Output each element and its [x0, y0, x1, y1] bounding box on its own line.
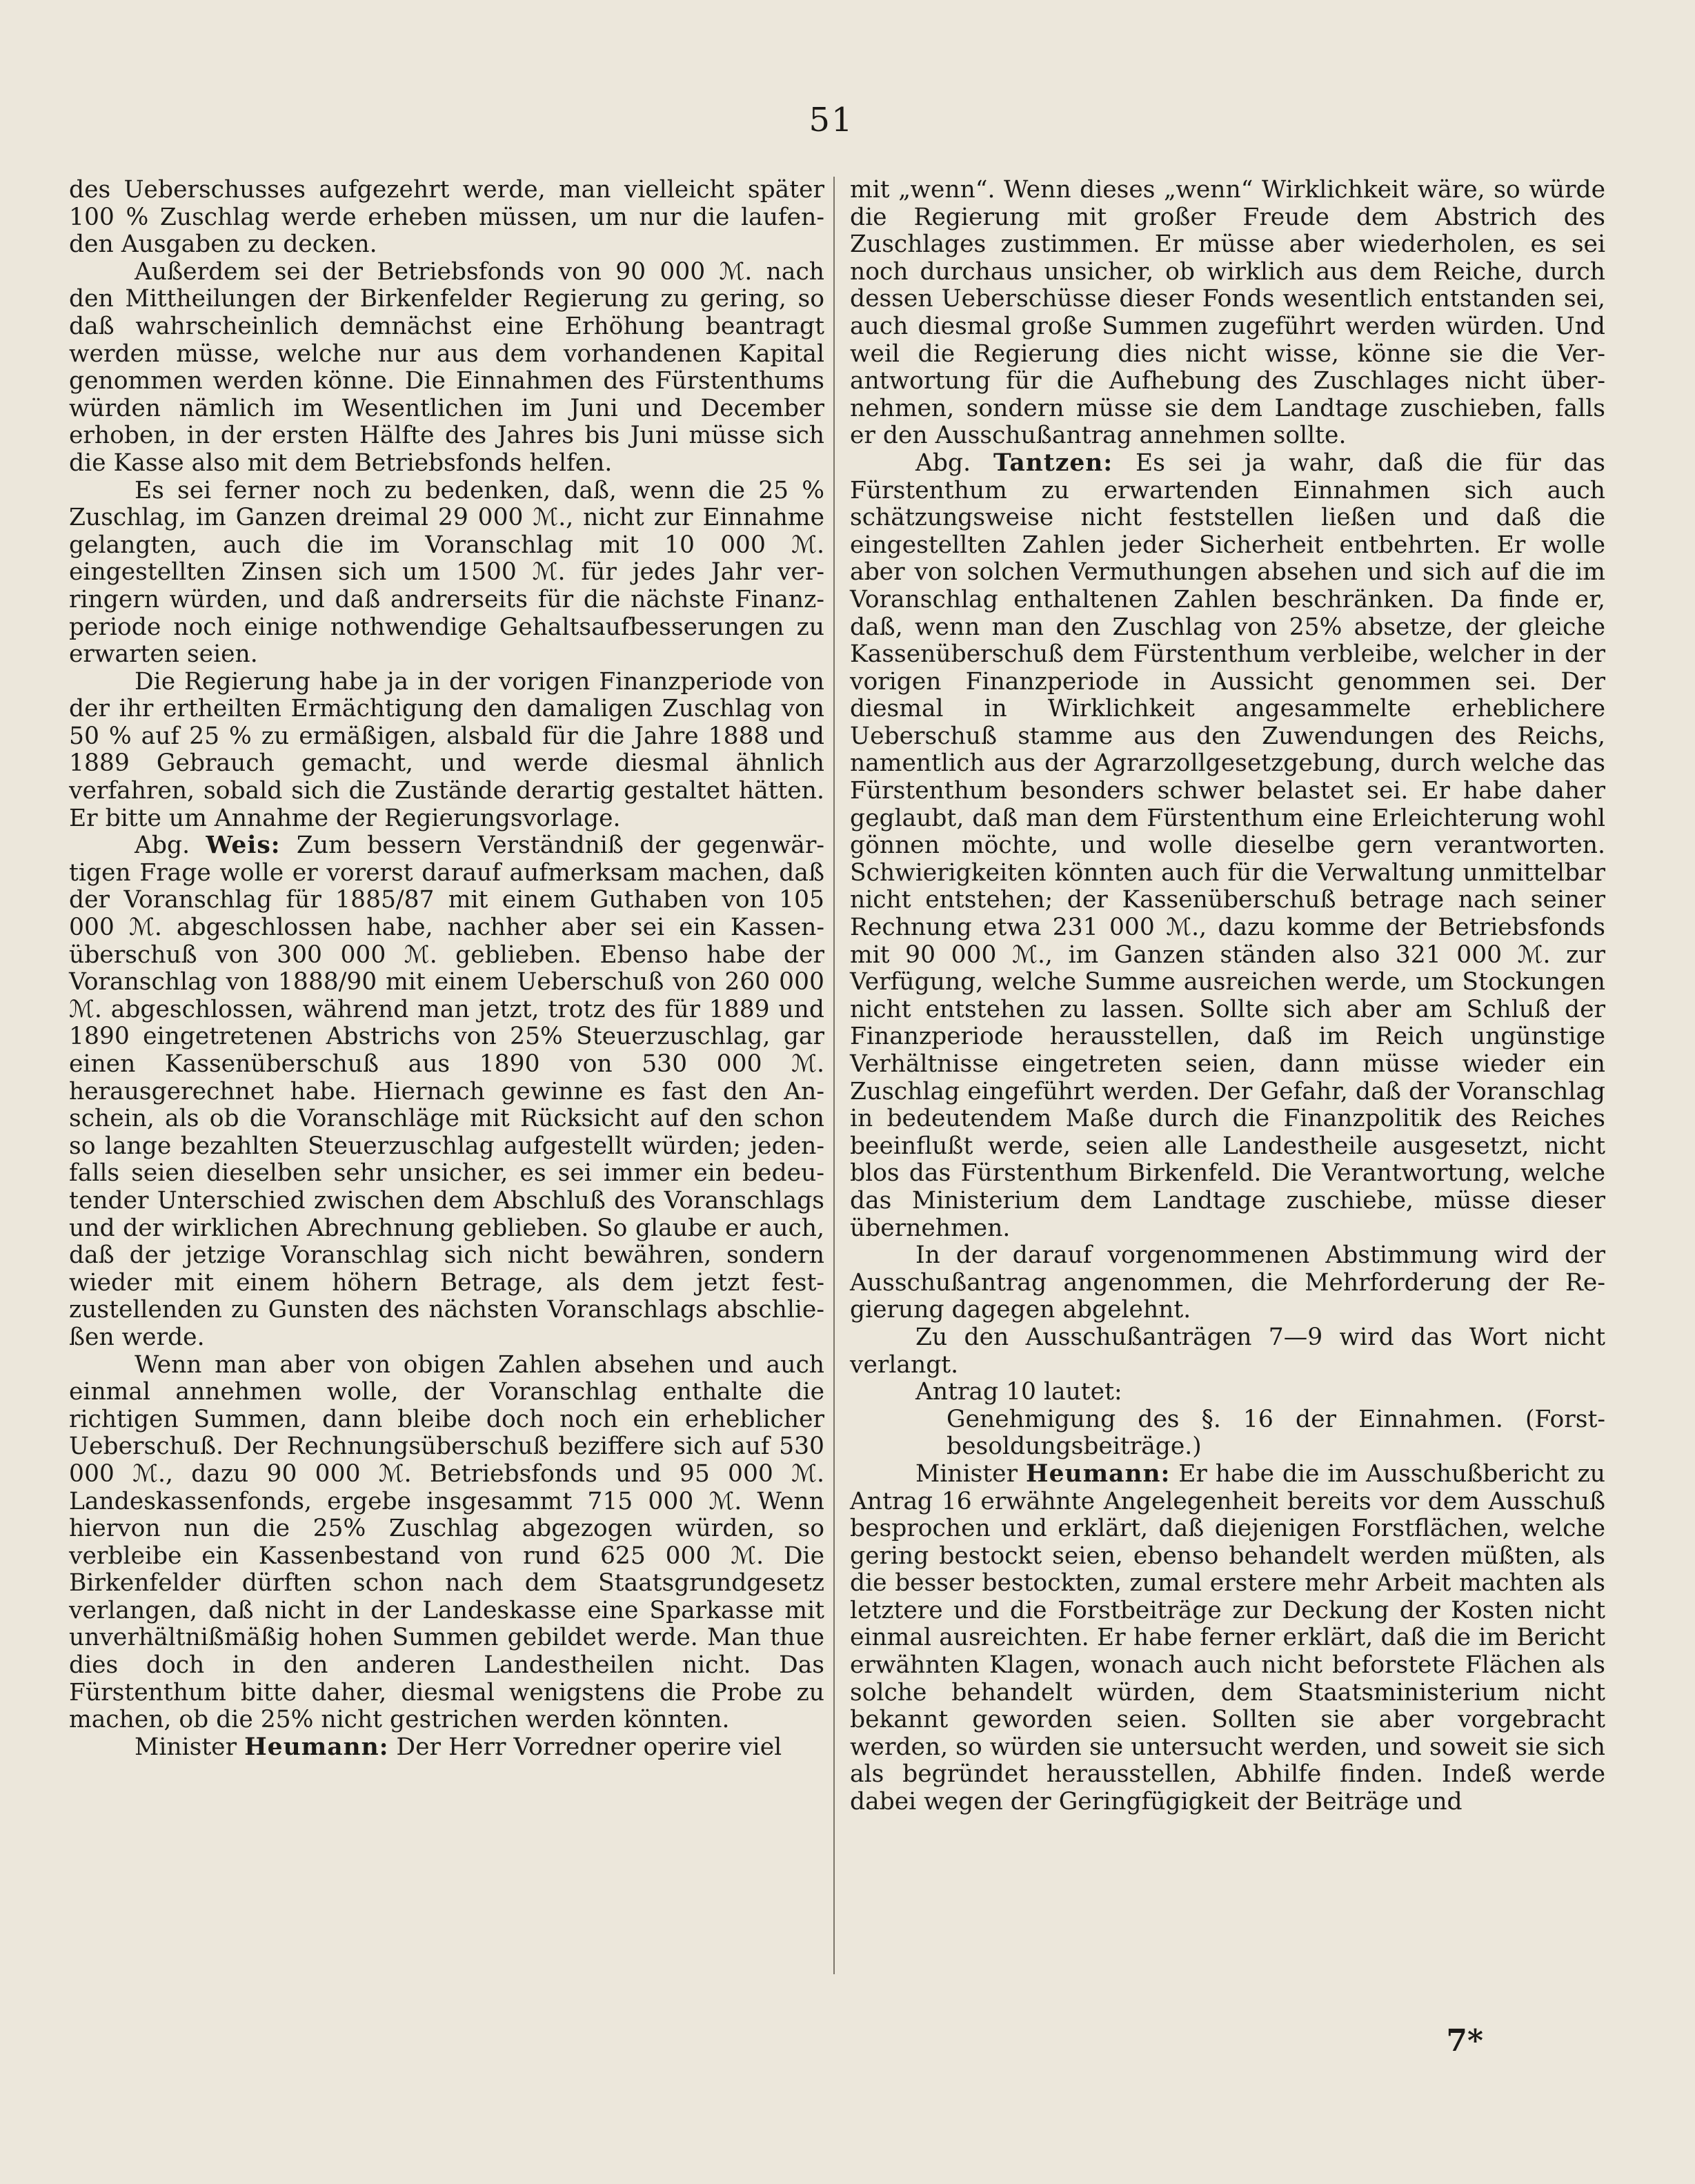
- paragraph: mit „wenn“. Wenn dieses „wenn“ Wirklichkeit wäre, so würde die Regierung mit großer Freude dem Abstrich des Zuschlages zustimmen. Er müsse aber wiederholen, es sei noch durchaus unsicher, ob wirklich aus dem Reiche, durch dessen Ueberschüsse dieser Fonds wesentlich entstanden sei, auch diesmal große Summen zugeführt werden würden. Und weil die Regierung dies nicht wisse, könne sie die Verantwortung für die Aufhebung des Zuschlages nicht übernehmen, sondern müsse sie dem Landtage zuschieben, falls er den Ausschußantrag annehmen sollte.: [850, 176, 1605, 450]
- left-column: [69, 177, 824, 1761]
- speech-text: Er habe die im Ausschußbericht zu Antrag 16 erwähnte Angelegenheit bereits vor dem Ausschuß besprochen und erklärt, daß diejenigen Forstflächen, welche gering bestockt seien, ebenso behandelt werden müßten, als die besser bestockten, zumal erstere mehr Arbeit machten als letztere und die Forstbeiträge zur Deckung der Kosten nicht einmal ausreichten. Er habe ferner erklärt, daß die im Bericht erwähnten Klagen, wonach auch nicht beforstete Flächen als solche behandelt würden, dem Staatsministerium nicht bekannt geworden seien. Sollten sie aber vorgebracht werden, so würden sie untersucht werden, und soweit sie sich als begründet herausstellen, Abhilfe finden. Indeß werde dabei wegen der Geringfügigkeit der Beiträge und: [850, 1459, 1605, 1816]
- paragraph: Die Regierung habe ja in der vorigen Finanzperiode von der ihr ertheilten Ermächtigung den damaligen Zuschlag von 50 % auf 25 % zu ermäßigen, alsbald für die Jahre 1888 und 1889 Gebrauch gemacht, und werde diesmal ähnlich verfahren, sobald sich die Zustände derartig gestaltet hätten. Er bitte um Annahme der Regierungsvorlage.: [69, 667, 824, 832]
- speaker-title: Abg.: [135, 832, 206, 860]
- speaker-title: Minister: [915, 1459, 1026, 1488]
- sheet-signature: 7*: [1446, 2023, 1483, 2058]
- speech-text: Zum bessern Verständniß der gegenwärtigen Frage wolle er vorerst darauf aufmerksam machen, daß der Voranschlag für 1885/87 mit einem Guthaben von 105 000 ℳ. abgeschlossen habe, nachher aber sei ein Kassenüberschuß von 300 000 ℳ. geblieben. Ebenso habe der Voranschlag von 1888/90 mit einem Ueberschuß von 260 000 ℳ. abgeschlossen, während man jetzt, trotz des für 1889 und 1890 eingetretenen Abstrichs von 25% Steuerzuschlag, gar einen Kassenüberschuß aus 1890 von 530 000 ℳ. herausgerechnet habe. Hiernach gewinne es fast den Anschein, als ob die Voranschläge mit Rücksicht auf den schon so lange bezahlten Steuerzuschlag aufgestellt würden; jedenfalls seien dieselben sehr unsicher, es sei immer ein bedeutender Unterschied zwischen dem Abschluß des Voranschlags und der wirklichen Abrechnung geblieben. So glaube er auch, daß der jetzige Voranschlag sich nicht bewähren, sondern wieder mit einem höhern Betrage, als dem jetzt festzustellenden zu Gunsten des nächsten Voranschlags abschließen werde.: [69, 832, 824, 1351]
- paragraph: Außerdem sei der Betriebsfonds von 90 000 ℳ. nach den Mittheilungen der Birkenfelder Regierung zu gering, so daß wahrscheinlich demnächst eine Erhöhung beantragt werden müsse, welche nur aus dem vorhandenen Kapital genommen werden könne. Die Einnahmen des Fürstenthums würden nämlich im Wesentlichen im Juni und December erhoben, in der ersten Hälfte des Jahres bis Juni müsse sich die Kasse also mit dem Betriebsfonds helfen.: [69, 257, 824, 477]
- paragraph: des Ueberschusses aufgezehrt werde, man vielleicht später 100 % Zuschlag werde erheben müssen, um nur die laufenden Ausgaben zu decken.: [69, 176, 824, 259]
- paragraph: Es sei ferner noch zu bedenken, daß, wenn die 25 % Zuschlag, im Ganzen dreimal 29 000 ℳ., nicht zur Einnahme gelangten, auch die im Voranschlag mit 10 000 ℳ. eingestellten Zinsen sich um 1500 ℳ. für jedes Jahr verringern würden, und daß andrerseits für die nächste Finanzperiode noch einige nothwendige Gehaltsaufbesserungen zu erwarten seien.: [69, 476, 824, 669]
- speaker-title: Minister: [135, 1733, 245, 1761]
- paragraph: In der darauf vorgenommenen Abstimmung wird der Ausschußantrag angenommen, die Mehrforderung der Regierung dagegen abgelehnt.: [850, 1241, 1605, 1324]
- motion-heading: Antrag 10 lautet:: [915, 1378, 1122, 1406]
- page-number: 51: [809, 101, 854, 139]
- speech-text: Es sei ja wahr, daß die für das Fürstenthum zu erwartenden Einnahmen sich auch schätzungsweise nicht feststellen ließen und daß die eingestellten Zahlen jeder Sicherheit entbehrten. Er wolle aber von solchen Vermuthungen absehen und sich auf die im Voranschlag enthaltenen Zahlen beschränken. Da finde er, daß, wenn man den Zuschlag von 25% absetze, der gleiche Kassenüberschuß dem Fürstenthum verbleibe, welcher in der vorigen Finanzperiode in Aussicht genommen sei. Der diesmal in Wirklichkeit angesammelte erheblichere Ueberschuß stamme aus den Zuwendungen des Reichs, namentlich aus der Agrarzollgesetzgebung, durch welche das Fürstenthum besonders schwer belastet sei. Er habe daher geglaubt, daß man dem Fürstenthum eine Erleichterung wohl gönnen möchte, und wolle dieselbe gern verantworten. Schwierigkeiten könnten auch für die Verwaltung unmittelbar nicht entstehen; der Kassenüberschuß betrage nach seiner Rechnung etwa 231 000 ℳ., dazu komme der Betriebsfonds mit 90 000 ℳ., im Ganzen ständen also 321 000 ℳ. zur Verfügung, welche Summe ausreichen werde, um Stockungen nicht entstehen zu lassen. Sollte sich aber am Schluß der Finanzperiode herausstellen, daß im Reich ungünstige Verhältnisse eingetreten seien, dann müsse wieder ein Zuschlag eingeführt werden. Der Gefahr, daß der Voranschlag in bedeutendem Maße durch die Finanzpolitik des Reiches beeinflußt werde, seien alle Landestheile ausgesetzt, nicht blos das Fürstenthum Birkenfeld. Die Verantwortung, welche das Ministerium dem Landtage zuschiebe, müsse dieser übernehmen.: [850, 449, 1605, 1242]
- motion-text: Genehmigung des §. 16 der Einnahmen. (Forstbesoldungsbeiträge.): [946, 1405, 1605, 1461]
- speaker-name: Tantzen:: [993, 449, 1113, 477]
- speaker-name: Heumann:: [244, 1733, 389, 1761]
- speech-paragraph: [69, 1734, 824, 1762]
- paragraph: Zu den Ausschußanträgen 7—9 wird das Wort nicht verlangt.: [850, 1323, 1605, 1379]
- speaker-title: Abg.: [915, 449, 993, 477]
- speaker-name: Heumann:: [1025, 1459, 1171, 1488]
- speech-paragraph: [850, 1461, 1605, 1816]
- speech-text: Der Herr Vorredner operire viel: [388, 1733, 782, 1761]
- paragraph: Wenn man aber von obigen Zahlen absehen und auch einmal annehmen wolle, der Voranschlag enthalte die richtigen Summen, dann bleibe doch noch ein erheblicher Ueberschuß. Der Rechnungsüberschuß beziffere sich auf 530 000 ℳ., dazu 90 000 ℳ. Betriebsfonds und 95 000 ℳ. Landeskassenfonds, ergebe insgesammt 715 000 ℳ. Wenn hiervon nun die 25% Zuschlag abgezogen würden, so verbleibe ein Kassenbestand von rund 625 000 ℳ. Die Birkenfelder dürften schon nach dem Staatsgrundgesetz verlangen, daß nicht in der Landeskasse eine Sparkasse mit unverhältnißmäßig hohen Summen gebildet werde. Man thue dies doch in den anderen Landestheilen nicht. Das Fürstenthum bitte daher, diesmal wenigstens die Probe zu machen, ob die 25% nicht gestrichen werden könnten.: [69, 1350, 824, 1734]
- speech-paragraph: [850, 450, 1605, 1242]
- right-column: [850, 177, 1605, 1816]
- speech-paragraph: [69, 832, 824, 1351]
- column-divider: [833, 177, 835, 1974]
- speaker-name: Weis:: [206, 832, 281, 860]
